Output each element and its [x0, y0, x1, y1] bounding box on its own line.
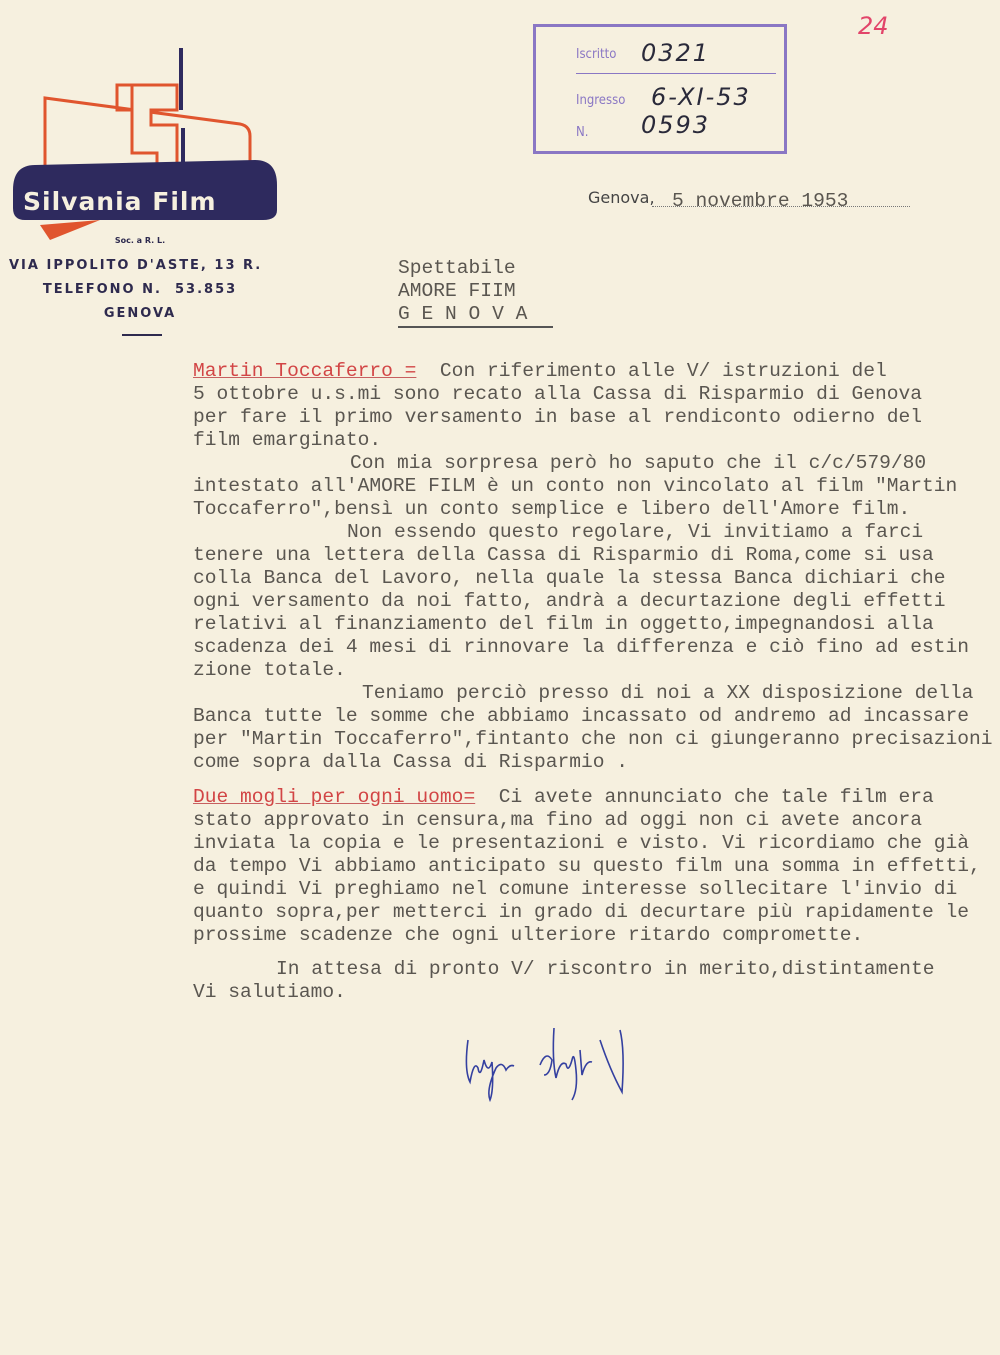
body-line: Banca tutte le somme che abbiamo incassato od andremo ad incassare: [193, 705, 970, 727]
body-line: film emarginato.: [193, 429, 382, 451]
body-line: relativi al finanziamento del film in oggetto,impegnandosi alla: [193, 613, 934, 635]
registration-stamp: [533, 24, 787, 154]
company-address: VIA IPPOLITO D'ASTE, 13 R.: [9, 258, 263, 273]
body-line: Non essendo questo regolare, Vi invitiamo a farci: [347, 521, 924, 543]
page-number: 24: [858, 12, 889, 40]
body-line: scadenza dei 4 mesi di rinnovare la differenza e ciò fino ad estin: [193, 636, 970, 658]
letter-closing: [193, 958, 934, 1004]
section-heading: Due mogli per ogni uomo=: [193, 786, 476, 808]
body-line: quanto sopra,per metterci in grado di decurtare più rapidamente le: [193, 901, 970, 923]
addressee-line: Spettabile: [398, 257, 516, 279]
body-line: stato approvato in censura,ma fino ad oggi non ci avete ancora: [193, 809, 923, 831]
body-line: e quindi Vi preghiamo nel comune interesse sollecitare l'invio di: [193, 878, 958, 900]
addressee-line: G E N O V A: [398, 303, 553, 328]
body-line: Toccaferro",bensì un conto semplice e libero dell'Amore film.: [193, 498, 911, 520]
body-line: prossime scadenze che ogni ulteriore ritardo compromette.: [193, 924, 864, 946]
letterhead-divider: [122, 334, 162, 336]
silvania-film-logo: [5, 40, 280, 250]
company-type: Soc. a R. L.: [114, 236, 166, 245]
body-line: Con riferimento alle V/ istruzioni del: [416, 360, 887, 382]
body-line: 5 ottobre u.s.mi sono recato alla Cassa di Risparmio di Genova: [193, 383, 923, 405]
section-heading: Martin Toccaferro =: [193, 360, 417, 382]
body-line: Con mia sorpresa però ho saputo che il c/c/579/80: [350, 452, 927, 474]
handwritten-signature: [460, 1020, 640, 1115]
closing-line: Vi salutiamo.: [193, 981, 346, 1003]
addressee: [398, 257, 553, 328]
stamp-label: N.: [576, 125, 589, 140]
body-line: colla Banca del Lavoro, nella quale la stessa Banca dichiari che: [193, 567, 946, 589]
company-city: GENOVA: [103, 306, 177, 321]
letter-body-section-1: [193, 360, 993, 774]
stamp-value: 6-XI-53: [651, 83, 751, 111]
body-line: per "Martin Toccaferro",fintanto che non ci giungeranno precisazioni: [193, 728, 993, 750]
letter-date: 5 novembre 1953: [672, 190, 849, 212]
body-line: ogni versamento da noi fatto, andrà a decurtazione degli effetti: [193, 590, 946, 612]
svg-text:Silvania Film: Silvania Film: [23, 187, 217, 216]
company-phone: TELEFONO N. 53.853: [42, 282, 238, 297]
body-line: Teniamo perciò presso di noi a XX disposizione della: [362, 682, 974, 704]
stamp-value: 0593: [641, 111, 711, 139]
stamp-label: Ingresso: [576, 93, 626, 108]
closing-line: In attesa di pronto V/ riscontro in merito,distintamente: [276, 958, 935, 980]
body-line: tenere una lettera della Cassa di Risparmio di Roma,come si usa: [193, 544, 934, 566]
addressee-line: AMORE FIIM: [398, 280, 516, 302]
body-line: zione totale.: [193, 659, 346, 681]
body-line: per fare il primo versamento in base al rendiconto odierno del: [193, 406, 923, 428]
body-line: da tempo Vi abbiamo anticipato su questo film una somma in effetti,: [193, 855, 981, 877]
body-line: intestato all'AMORE FILM è un conto non vincolato al film "Martin: [193, 475, 958, 497]
date-place: Genova,: [588, 188, 655, 207]
body-line: come sopra dalla Cassa di Risparmio .: [193, 751, 629, 773]
letter-body-section-2: [193, 786, 981, 947]
body-line: Ci avete annunciato che tale film era: [475, 786, 934, 808]
stamp-label: Iscritto: [576, 47, 617, 62]
stamp-value: 0321: [641, 39, 711, 67]
body-line: inviata la copia e le presentazioni e visto. Vi ricordiamo che già: [193, 832, 970, 854]
